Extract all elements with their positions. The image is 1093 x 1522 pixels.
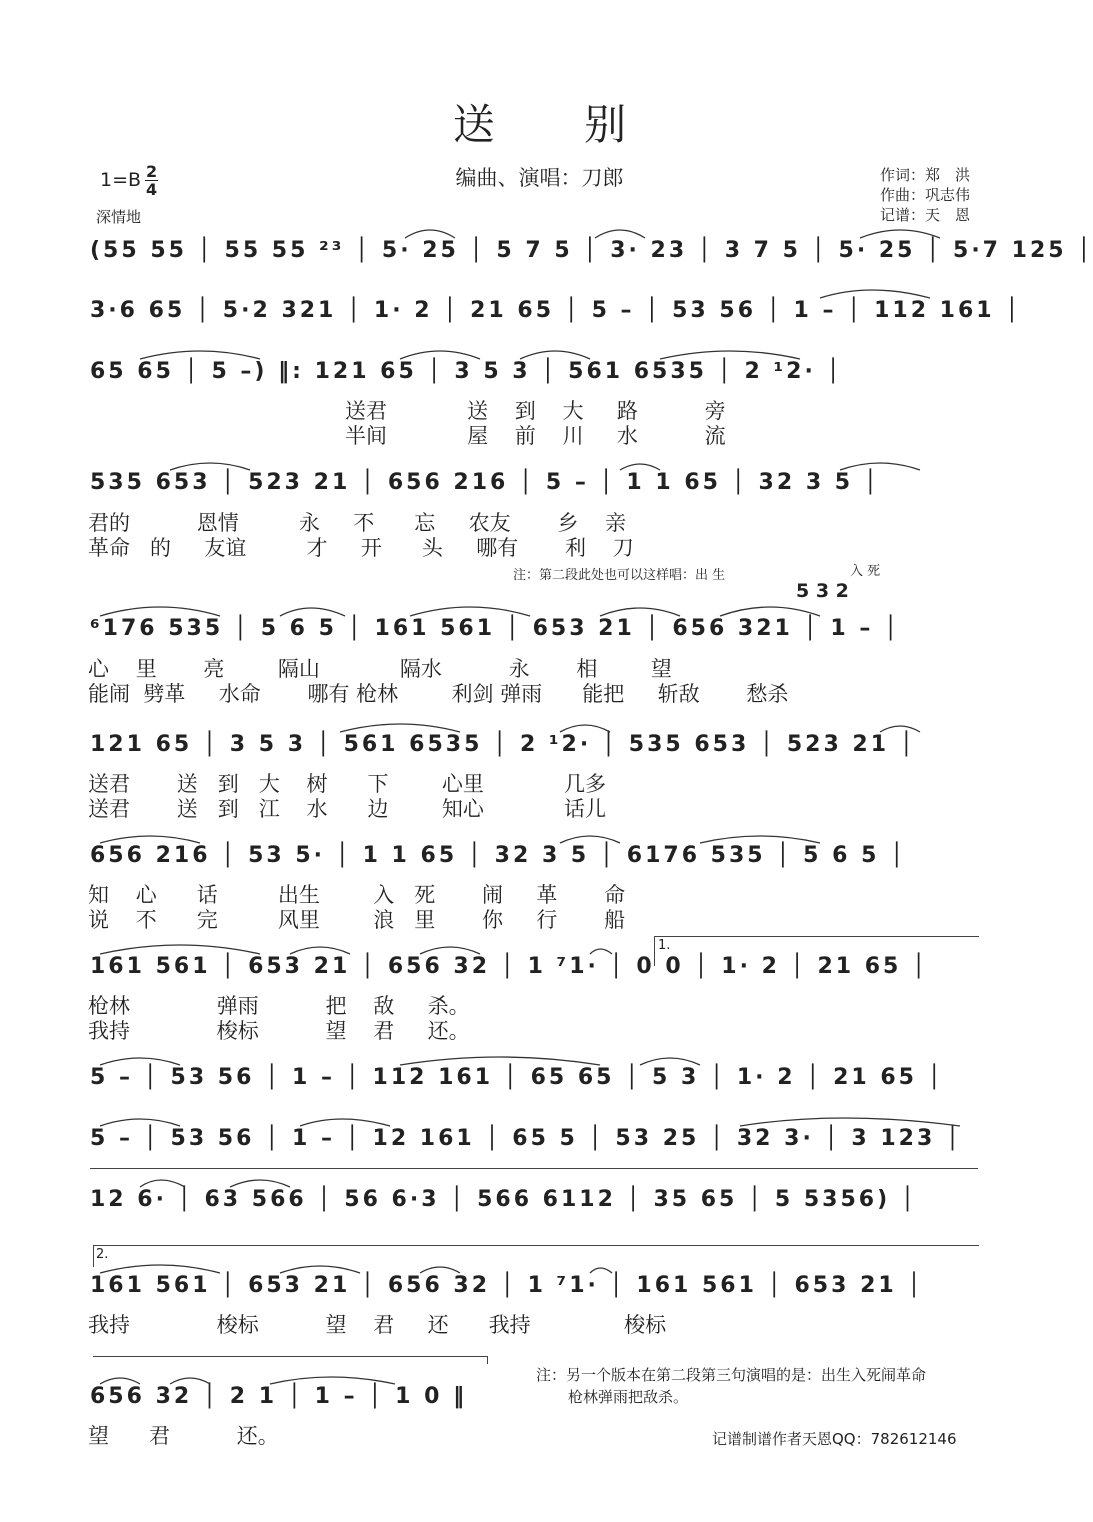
staff-line-4: 535 653 │ 523 21 │ 656 216 │ 5 – │ 1 1 65 │ 32 3 5 │ — [90, 470, 880, 495]
lyric-7-verse2: 说 不 完 风里 浪 里 你 行 船 — [88, 908, 626, 932]
lyric-4-verse1: 君的 恩情 永 不 忘 农友 乡 亲 — [88, 511, 627, 535]
arranger-line: 编曲、演唱：刀郎 — [455, 166, 624, 190]
time-numerator: 2 — [146, 162, 158, 181]
bottom-note-line-1: 注：另一个版本在第二段第三句演唱的是：出生入死闹革命 — [536, 1366, 927, 1384]
inline-note-b: 入 死 — [850, 564, 881, 579]
staff-line-12: 161 561 │ 653 21 │ 656 32 │ 1 ⁷1· │ 161 561 │ 653 21 │ — [90, 1273, 924, 1298]
staff-line-10: 5 – │ 53 56 │ 1 – │ 12 161 │ 65 5 │ 53 25 │ 32 3· │ 3 123 │ — [90, 1126, 963, 1151]
staff-line-2: 3·6 65 │ 5·2 321 │ 1· 2 │ 21 65 │ 5 – │ 53 56 │ 1 – │ 112 161 │ — [90, 298, 1022, 323]
staff-line-13: 656 32 │ 2 1 │ 1 – │ 1 0 ‖ — [90, 1384, 468, 1409]
credit-lyricist: 作词：郑 洪 — [880, 166, 971, 184]
staff-line-7: 656 216 │ 53 5· │ 1 1 65 │ 32 3 5 │ 6176 535 │ 5 6 5 │ — [90, 843, 907, 868]
time-denominator: 4 — [146, 180, 158, 199]
staff-line-3: 65 65 │ 5 –) ‖: 121 65 │ 3 5 3 │ 561 6535 │ 2 ¹2· │ — [90, 359, 843, 384]
key-prefix: 1=B — [100, 169, 142, 191]
transcriber-footer: 记谱制谱作者天恩QQ：782612146 — [712, 1430, 957, 1448]
page-title: 送 别 — [452, 100, 665, 149]
credit-transcriber: 记谱：天 恩 — [880, 206, 971, 224]
staff-line-11: 12 6· │ 63 566 │ 56 6·3 │ 566 6112 │ 35 65 │ 5 5356) │ — [90, 1187, 918, 1212]
lyric-6-verse1: 送君 送 到 大 树 下 心里 几多 — [88, 772, 607, 796]
lyric-8-verse1: 枪林 弹雨 把 敌 杀。 — [88, 994, 470, 1018]
staff-line-9: 5 – │ 53 56 │ 1 – │ 112 161 │ 65 65 │ 5 3 │ 1· 2 │ 21 65 │ — [90, 1065, 944, 1090]
lyric-13: 望 君 还。 — [88, 1424, 279, 1448]
staff-line-6: 121 65 │ 3 5 3 │ 561 6535 │ 2 ¹2· │ 535 653 │ 523 21 │ — [90, 732, 916, 757]
volta-1-label: 1. — [658, 938, 671, 953]
lyric-6-verse2: 送君 送 到 江 水 边 知心 话儿 — [88, 797, 607, 821]
inline-note: 注：第二段此处也可以这样唱：出 生 — [513, 568, 726, 583]
lyric-7-verse1: 知 心 话 出生 入 死 闹 革 命 — [88, 883, 626, 907]
ornament-above: 5 3 2 — [796, 580, 849, 602]
volta-2-label: 2. — [96, 1247, 109, 1262]
lyric-12: 我持 梭标 望 君 还 我持 梭标 — [88, 1313, 667, 1337]
staff-line-8: 161 561 │ 653 21 │ 656 32 │ 1 ⁷1· │ 0 0 │ 1· 2 │ 21 65 │ — [90, 954, 929, 979]
lyric-8-verse2: 我持 梭标 望 君 还。 — [88, 1019, 470, 1043]
staff-line-1: (55 55 │ 55 55 ²³ │ 5· 25 │ 5 7 5 │ 3· 23 │ 3 7 5 │ 5· 25 │ 5·7 125 │ — [90, 238, 1093, 263]
lyric-5-verse2: 能闹 劈革 水命 哪有 枪林 利剑 弹雨 能把 斩敌 愁杀 — [88, 682, 789, 706]
tempo-mood: 深情地 — [96, 208, 142, 226]
credit-composer: 作曲：巩志伟 — [880, 186, 971, 204]
lyric-3-verse1: 送君 送 到 大 路 旁 — [345, 399, 726, 423]
lyric-4-verse2: 革命 的 友谊 才 开 头 哪有 利 刀 — [88, 536, 634, 560]
lyric-3-verse2: 半间 屋 前 川 水 流 — [345, 424, 726, 448]
lyric-5-verse1: 心 里 亮 隔山 隔水 永 相 望 — [88, 657, 672, 681]
staff-line-5: ⁶176 535 │ 5 6 5 │ 161 561 │ 653 21 │ 656 321 │ 1 – │ — [90, 616, 901, 641]
bottom-note-line-2: 枪林弹雨把敌杀。 — [568, 1388, 689, 1406]
